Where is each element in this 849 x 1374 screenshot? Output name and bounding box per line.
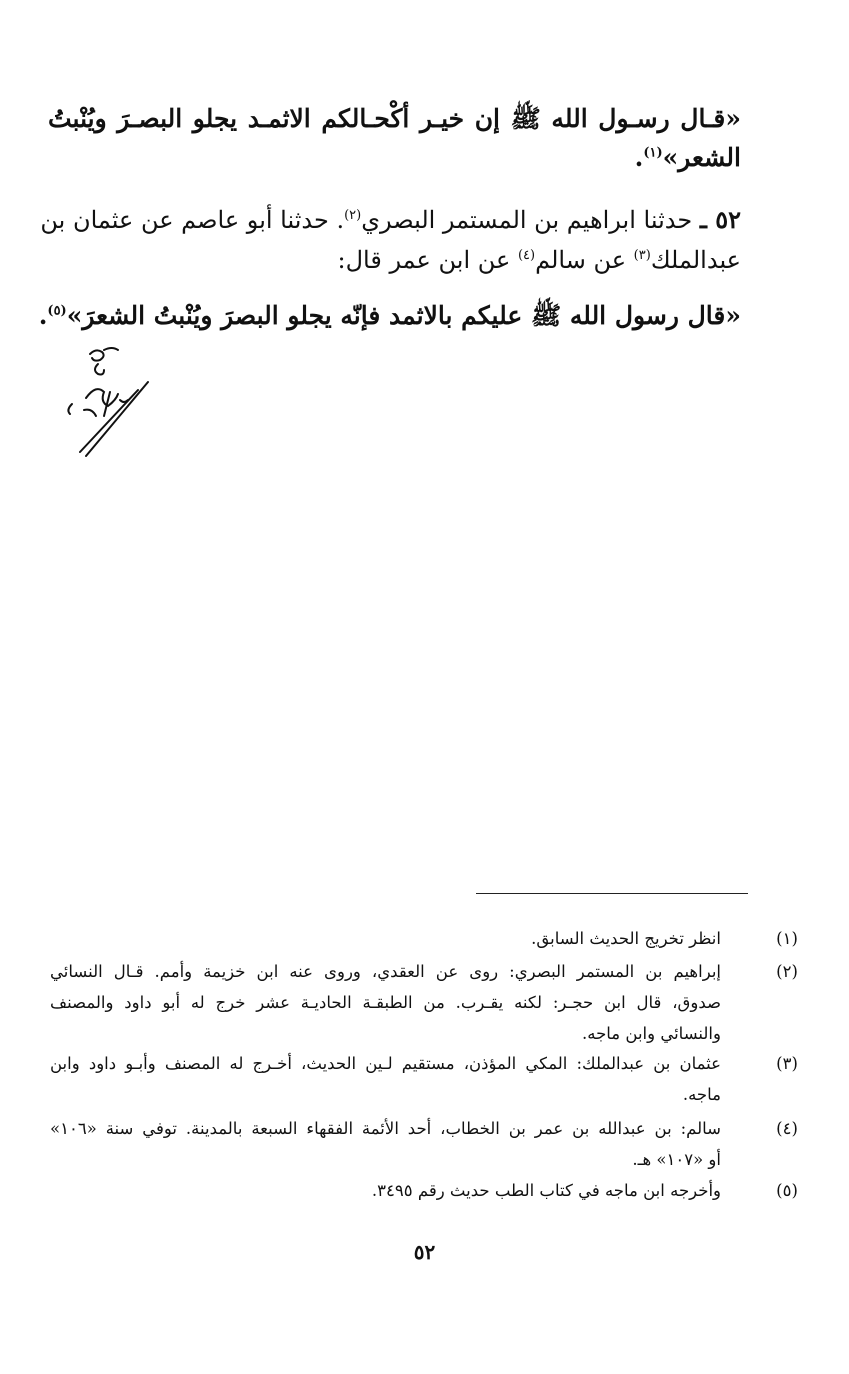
hadith-quote-line-1	[48, 103, 741, 140]
chain-text: . حدثنا أبو عاصم عن عثمان بن	[40, 206, 345, 234]
hadith-52-quote	[39, 300, 741, 337]
footnote-ref: (٢)	[344, 208, 362, 223]
footnote-text: انظر تخريج الحديث السابق.	[531, 929, 721, 948]
footnote-number: (٢)	[776, 962, 798, 981]
period: .	[38, 301, 48, 330]
footnote-text: صدوق، قال ابن حجـر: لكنه يقـرب. من الطبقـة الحاديـة عشر خرج له أبو داود والمصنف	[50, 993, 721, 1012]
footnote-text: إبراهيم بن المستمر البصري: روى عن العقدي، وروى عنه ابن خزيمة وأمم. قـال النسائي	[50, 962, 721, 981]
page-number: ٥٢	[413, 1240, 436, 1264]
footnote-number: (٥)	[776, 1181, 798, 1200]
hadith-quote-text: الشعر»	[662, 143, 741, 172]
handwritten-signature	[50, 340, 160, 460]
footnote-divider	[476, 893, 748, 894]
footnote-ref: (٣)	[633, 248, 651, 263]
footnote-ref: (١)	[643, 145, 663, 161]
hadith-52-line-2	[338, 246, 742, 274]
period: .	[634, 143, 644, 172]
footnote-text: عثمان بن عبدالملك: المكي المؤذن، مستقيم لـين الحديث، أخـرج له المصنف وأبـو داود وابن	[50, 1054, 721, 1073]
footnote-text: أو «١٠٧» هـ.	[632, 1150, 721, 1169]
chain-text: عن سالم	[535, 246, 634, 274]
footnote-number: (٣)	[776, 1054, 798, 1073]
chain-text: حدثنا ابراهيم بن المستمر البصري	[361, 206, 693, 234]
footnote-text: ماجه.	[682, 1085, 721, 1104]
footnote-text: سالم: بن عبدالله بن عمر بن الخطاب، أحد الأئمة الفقهاء السبعة بالمدينة. توفي سنة «١٠٦»	[50, 1119, 721, 1138]
hadith-quote-text: «قال رسول الله ﷺ عليكم بالاثمد فإنّه يجلو البصرَ ويُنْبتُ الشعرَ»	[66, 301, 741, 330]
hadith-quote-line-2	[635, 143, 741, 172]
chain-text: عبدالملك	[650, 246, 741, 274]
chain-text: عن ابن عمر قال:	[337, 246, 518, 274]
footnote-ref: (٤)	[517, 248, 536, 263]
hadith-number: ٥٢ ـ	[699, 205, 741, 234]
footnote-ref: (٥)	[47, 303, 67, 319]
footnote-text: وأخرجه ابن ماجه في كتاب الطب حديث رقم ٣٤٩٥.	[371, 1181, 721, 1200]
footnote-text: والنسائي وابن ماجه.	[581, 1024, 721, 1043]
hadith-quote-text: «قـال رسـول الله ﷺ إن خيـر أكْحـالكم الاثمـد يجلو البصـرَ ويُنْبتُ	[48, 104, 741, 133]
footnote-number: (٤)	[776, 1119, 798, 1138]
footnote-number: (١)	[776, 929, 798, 948]
hadith-52-line-1	[40, 205, 741, 234]
